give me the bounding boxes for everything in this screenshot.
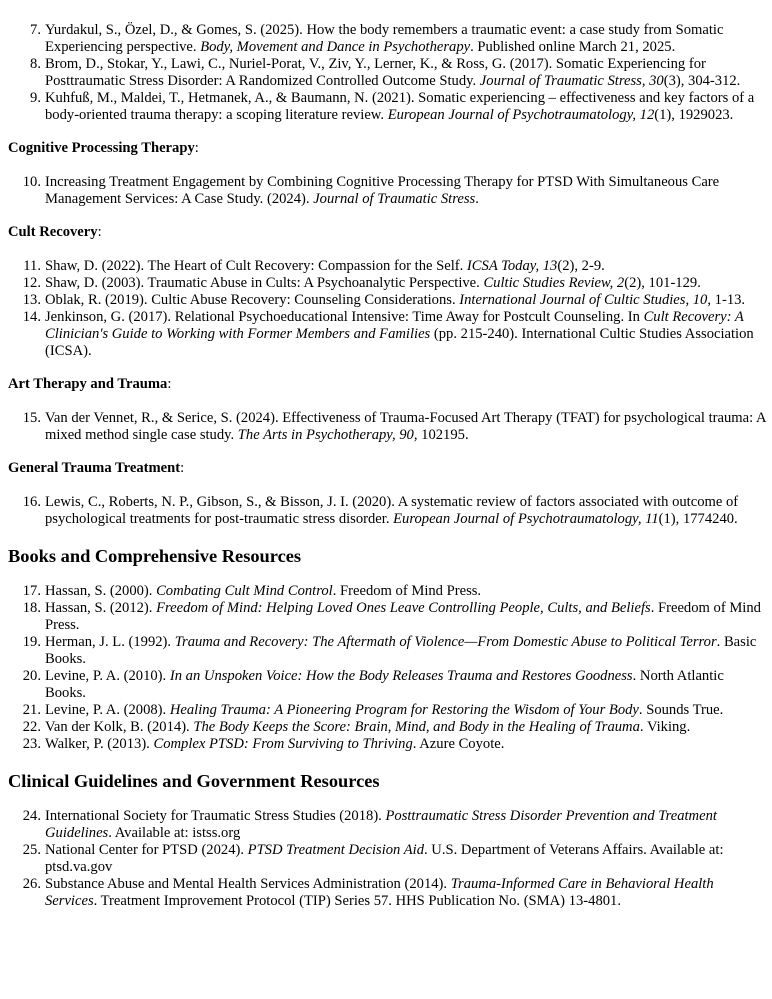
- reference-item: [8, 258, 766, 275]
- reference-text: International Society for Traumatic Stress Studies (2018).: [45, 808, 386, 824]
- reference-text: Van der Vennet, R., & Serice, S. (2024). Effectiveness of Trauma-Focused Art Therapy (TFAT) for psychological trauma: A mixed method single case study.: [45, 410, 766, 443]
- reference-details: (3), 304-312.: [663, 73, 741, 89]
- reference-number: 11.: [23, 258, 41, 274]
- reference-number: 13.: [22, 292, 41, 308]
- reference-item: [8, 634, 766, 668]
- reference-details: . Published online March 21, 2025.: [470, 39, 676, 55]
- reference-source: Body, Movement and Dance in Psychotherapy: [200, 39, 471, 55]
- reference-number: 19.: [22, 634, 41, 650]
- reference-number: 23.: [22, 736, 41, 752]
- reference-item: [8, 876, 766, 910]
- reference-list-top: [8, 22, 766, 124]
- reference-list-cult: [8, 258, 766, 360]
- reference-item: [8, 90, 766, 124]
- reference-text: Shaw, D. (2003). Traumatic Abuse in Cults: A Psychoanalytic Perspective.: [45, 275, 484, 291]
- reference-number: 15.: [22, 410, 41, 426]
- reference-source: In an Unspoken Voice: How the Body Releases Trauma and Restores Goodness: [169, 668, 633, 684]
- section-title-books: Books and Comprehensive Resources: [8, 546, 302, 566]
- reference-source: The Arts in Psychotherapy, 90: [237, 427, 414, 443]
- reference-text: Levine, P. A. (2010).: [45, 668, 170, 684]
- reference-details: (1), 1774240.: [658, 511, 738, 527]
- reference-details: (2), 101-129.: [624, 275, 701, 291]
- reference-details: . Viking.: [639, 719, 691, 735]
- reference-number: 22.: [22, 719, 41, 735]
- category-heading-cpt: Cognitive Processing Therapy:: [8, 140, 199, 156]
- section-title-guidelines: Clinical Guidelines and Government Resources: [8, 771, 380, 791]
- reference-details: . North Atlantic Books.: [45, 668, 724, 701]
- reference-details: . Freedom of Mind Press.: [332, 583, 482, 599]
- reference-item: [8, 309, 766, 360]
- category-heading-art: Art Therapy and Trauma:: [8, 376, 172, 392]
- category-label: Cognitive Processing Therapy: [8, 140, 195, 156]
- reference-number: 21.: [22, 702, 41, 718]
- reference-number: 10.: [22, 174, 41, 190]
- reference-number: 25.: [22, 842, 41, 858]
- reference-number: 8.: [30, 56, 41, 72]
- reference-text: Walker, P. (2013).: [45, 736, 154, 752]
- reference-list-cpt: [8, 174, 766, 208]
- reference-item: [8, 22, 766, 56]
- reference-source: Combating Cult Mind Control: [156, 583, 333, 599]
- reference-source: Journal of Traumatic Stress: [313, 191, 476, 207]
- reference-item: [8, 275, 766, 292]
- reference-details: . Azure Coyote.: [412, 736, 505, 752]
- reference-details: .: [475, 191, 479, 207]
- reference-details: . U.S. Department of Veterans Affairs. Available at: ptsd.va.gov: [45, 842, 724, 875]
- reference-number: 12.: [22, 275, 41, 291]
- reference-details: , 102195.: [413, 427, 469, 443]
- reference-details: . Freedom of Mind Press.: [45, 600, 761, 633]
- reference-source: Cult Recovery: A Clinician's Guide to Working with Former Members and Families: [45, 309, 744, 342]
- reference-text: Hassan, S. (2000).: [45, 583, 157, 599]
- reference-source: International Journal of Cultic Studies, 10: [459, 292, 708, 308]
- reference-item: [8, 736, 766, 753]
- category-label: Art Therapy and Trauma: [8, 376, 168, 392]
- reference-details: (1), 1929023.: [654, 107, 734, 123]
- reference-source: European Journal of Psychotraumatology, 12: [387, 107, 655, 123]
- reference-number: 9.: [30, 90, 41, 106]
- reference-source: ICSA Today, 13: [466, 258, 558, 274]
- reference-text: National Center for PTSD (2024).: [45, 842, 248, 858]
- reference-text: Van der Kolk, B. (2014).: [45, 719, 194, 735]
- reference-source: Freedom of Mind: Helping Loved Ones Leave Controlling People, Cults, and Beliefs: [156, 600, 651, 616]
- reference-item: [8, 719, 766, 736]
- reference-item: [8, 494, 766, 528]
- reference-number: 20.: [22, 668, 41, 684]
- reference-item: [8, 174, 766, 208]
- reference-source: Journal of Traumatic Stress, 30: [479, 73, 664, 89]
- reference-source: Posttraumatic Stress Disorder Prevention and Treatment Guidelines: [45, 808, 717, 841]
- reference-text: Levine, P. A. (2008).: [45, 702, 170, 718]
- reference-number: 7.: [30, 22, 41, 38]
- reference-details: (pp. 215-240). International Cultic Studies Association (ICSA).: [45, 326, 754, 359]
- reference-number: 16.: [22, 494, 41, 510]
- category-label: General Trauma Treatment: [8, 460, 181, 476]
- reference-details: . Basic Books.: [45, 634, 757, 667]
- reference-list-general: [8, 494, 766, 528]
- reference-source: Healing Trauma: A Pioneering Program for Restoring the Wisdom of Your Body: [169, 702, 639, 718]
- reference-source: Trauma-Informed Care in Behavioral Health Services: [45, 876, 714, 909]
- category-heading-general: General Trauma Treatment:: [8, 460, 185, 476]
- reference-number: 18.: [22, 600, 41, 616]
- reference-details: . Available at: istss.org: [108, 825, 241, 841]
- reference-number: 14.: [22, 309, 41, 325]
- reference-source: Cultic Studies Review, 2: [483, 275, 625, 291]
- reference-text: Increasing Treatment Engagement by Combining Cognitive Processing Therapy for PTSD With Simultaneous Care Management Services: A Case Study. (2024).: [45, 174, 720, 207]
- reference-source: European Journal of Psychotraumatology, 11: [393, 511, 659, 527]
- category-heading-cult: Cult Recovery:: [8, 224, 102, 240]
- reference-item: [8, 808, 766, 842]
- reference-text: Kuhfuß, M., Maldei, T., Hetmanek, A., & Baumann, N. (2021). Somatic experiencing – effectiveness and key factors of a body-oriented trauma therapy: a scoping literature review.: [45, 90, 755, 123]
- reference-list-art: [8, 410, 766, 444]
- reference-text: Hassan, S. (2012).: [45, 600, 157, 616]
- reference-source: Trauma and Recovery: The Aftermath of Violence—From Domestic Abuse to Political Terror: [174, 634, 717, 650]
- reference-list-books: [8, 583, 766, 753]
- reference-source: PTSD Treatment Decision Aid: [247, 842, 424, 858]
- reference-item: [8, 410, 766, 444]
- reference-text: Shaw, D. (2022). The Heart of Cult Recovery: Compassion for the Self.: [45, 258, 467, 274]
- reference-number: 26.: [22, 876, 41, 892]
- reference-item: [8, 600, 766, 634]
- reference-number: 17.: [22, 583, 41, 599]
- reference-text: Oblak, R. (2019). Cultic Abuse Recovery: Counseling Considerations.: [45, 292, 460, 308]
- reference-text: Substance Abuse and Mental Health Services Administration (2014).: [45, 876, 451, 892]
- reference-item: [8, 583, 766, 600]
- reference-item: [8, 702, 766, 719]
- category-label: Cult Recovery: [8, 224, 98, 240]
- reference-source: Complex PTSD: From Surviving to Thriving: [153, 736, 413, 752]
- reference-item: [8, 56, 766, 90]
- reference-text: Yurdakul, S., Özel, D., & Gomes, S. (2025). How the body remembers a traumatic event: a case study from Somatic Experiencing perspective.: [45, 22, 724, 55]
- reference-details: , 1-13.: [707, 292, 746, 308]
- reference-item: [8, 668, 766, 702]
- reference-list-guidelines: [8, 808, 766, 910]
- reference-text: Herman, J. L. (1992).: [45, 634, 175, 650]
- reference-text: Lewis, C., Roberts, N. P., Gibson, S., & Bisson, J. I. (2020). A systematic review of factors associated with outcome of psychological treatments for post-traumatic stress disorder.: [45, 494, 739, 527]
- reference-details: . Treatment Improvement Protocol (TIP) Series 57. HHS Publication No. (SMA) 13-4801.: [93, 893, 621, 909]
- reference-text: Brom, D., Stokar, Y., Lawi, C., Nuriel-Porat, V., Ziv, Y., Lerner, K., & Ross, G. (2017). Somatic Experiencing for Posttraumatic Stress Disorder: A Randomized Controlled Outcome Study.: [45, 56, 706, 89]
- reference-details: . Sounds True.: [638, 702, 724, 718]
- reference-item: [8, 292, 766, 309]
- reference-number: 24.: [22, 808, 41, 824]
- reference-text: Jenkinson, G. (2017). Relational Psychoeducational Intensive: Time Away for Postcult Counseling. In: [45, 309, 644, 325]
- reference-item: [8, 842, 766, 876]
- reference-source: The Body Keeps the Score: Brain, Mind, and Body in the Healing of Trauma: [193, 719, 640, 735]
- reference-details: (2), 2-9.: [557, 258, 605, 274]
